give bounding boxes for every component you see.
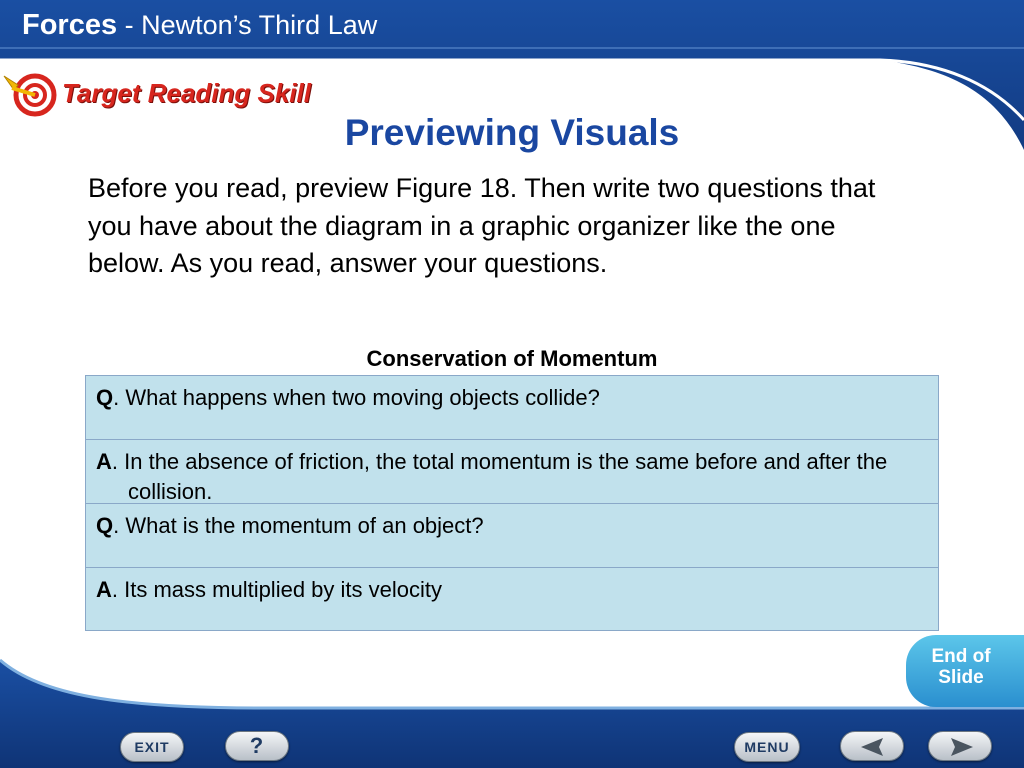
graphic-organizer-table: [85, 375, 939, 631]
row-lead: Q: [96, 385, 114, 410]
arrow-left-icon: [841, 732, 905, 762]
end-of-slide-line1: End of: [931, 646, 991, 667]
previous-slide-button[interactable]: [840, 731, 904, 761]
header-title: [22, 9, 377, 49]
organizer-row: [86, 504, 938, 568]
row-text: . What happens when two moving objects collide?: [113, 385, 600, 410]
end-of-slide-line2: Slide: [938, 667, 984, 688]
row-lead: A: [96, 577, 112, 602]
intro-paragraph: Before you read, preview Figure 18. Then write two questions that you have about the diagram in a graphic organizer like the one below. As you read, answer your questions.: [88, 173, 876, 278]
slide-title: Previewing Visuals: [344, 112, 680, 153]
end-of-slide-badge[interactable]: [906, 635, 1024, 707]
row-lead: A: [96, 449, 112, 474]
organizer-title: Conservation of Momentum: [366, 346, 658, 371]
organizer-row: [86, 440, 938, 504]
skill-label: Target Reading Skill: [62, 78, 311, 108]
header-title-rest: - Newton’s Third Law: [117, 10, 378, 40]
exit-button[interactable]: EXIT: [120, 732, 184, 762]
next-slide-button[interactable]: [928, 731, 992, 761]
arrow-right-icon: [929, 732, 993, 762]
row-text: . In the absence of friction, the total momentum is the same before and after the collision.: [111, 449, 888, 504]
row-text: . Its mass multiplied by its velocity: [111, 577, 442, 602]
help-button[interactable]: ?: [225, 731, 289, 761]
row-lead: Q: [96, 513, 114, 538]
row-text: . What is the momentum of an object?: [113, 513, 484, 538]
organizer-row: [86, 376, 938, 440]
menu-button[interactable]: MENU: [734, 732, 800, 762]
header-title-bold: Forces: [22, 9, 118, 41]
